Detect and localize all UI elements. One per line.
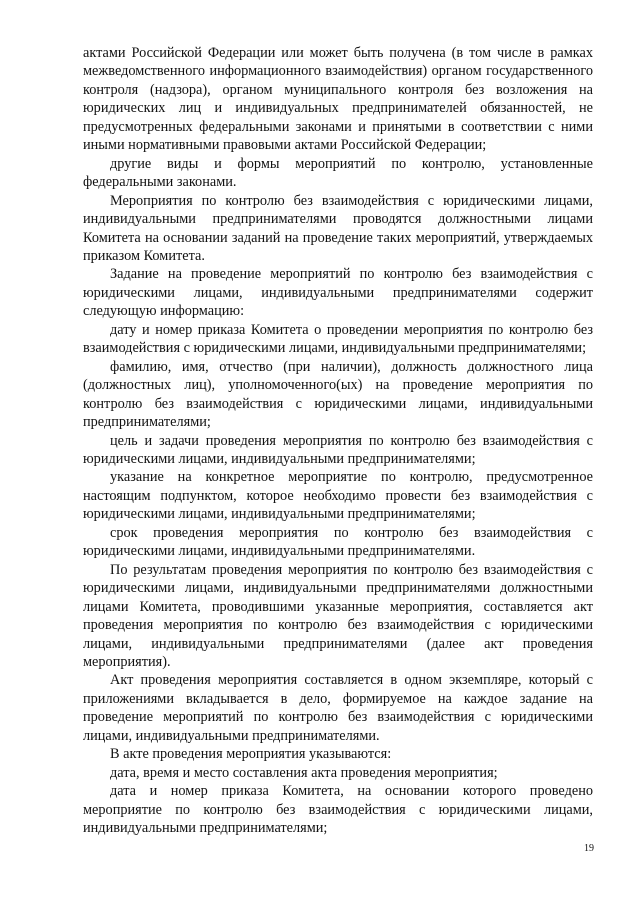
paragraph: дату и номер приказа Комитета о проведении мероприятия по контролю без взаимодействия с юридическими лицами, индивидуальными предпринимателями;	[83, 321, 593, 357]
paragraph: фамилию, имя, отчество (при наличии), должность должностного лица (должностных лиц), уполномоченного(ых) на проведение мероприятия по контролю без взаимодействия с юридическими лицами, индивидуальными предпринимателями;	[83, 358, 593, 431]
paragraph: Акт проведения мероприятия составляется в одном экземпляре, который с приложениями вкладывается в дело, формируемое на каждое задание на проведение мероприятий по контролю без взаимодействия с юридическими лицами, индивидуальными предпринимателями.	[83, 672, 593, 744]
paragraph: По результатам проведения мероприятия по контролю без взаимодействия с юридическими лицами, индивидуальными предпринимателями должностными лицами Комитета, проводившими указанные мероприятия, составляется акт проведения мероприятия по контролю без взаимодействия с юридическими лицами, индивидуальными предпринимателями (далее акт проведения мероприятия).	[83, 561, 593, 670]
body-text	[83, 44, 593, 837]
paragraph: указание на конкретное мероприятие по контролю, предусмотренное настоящим подпунктом, которое необходимо провести без взаимодействия с юридическими лицами, индивидуальными предпринимателями;	[83, 469, 593, 523]
paragraph: дата и номер приказа Комитета, на основании которого проведено мероприятие по контролю без взаимодействия с юридическими лицами, индивидуальными предпринимателями;	[83, 783, 593, 837]
page-number: 19	[584, 843, 594, 854]
paragraph: актами Российской Федерации или может быть получена (в том числе в рамках межведомственного информационного взаимодействия) органом государственного контроля (надзора), органом муниципального контроля без возложения на юридических лиц и индивидуальных предпринимателей обязанностей, не предусмотренных федеральными законами и принятыми в соответствии с ними иными нормативными правовыми актами Российской Федерации;	[83, 45, 593, 154]
paragraph: Мероприятия по контролю без взаимодействия с юридическими лицами, индивидуальными предпринимателями проводятся должностными лицами Комитета на основании заданий на проведение таких мероприятий, утверждаемых приказом Комитета.	[83, 192, 593, 264]
paragraph: Задание на проведение мероприятий по контролю без взаимодействия с юридическими лицами, индивидуальными предпринимателями содержит следующую информацию:	[83, 266, 593, 320]
paragraph: дата, время и место составления акта проведения мероприятия;	[110, 764, 498, 781]
paragraph: В акте проведения мероприятия указываются:	[110, 746, 392, 763]
paragraph: цель и задачи проведения мероприятия по контролю без взаимодействия с юридическими лицами, индивидуальными предпринимателями;	[83, 432, 593, 467]
paragraph: другие виды и формы мероприятий по контролю, установленные федеральными законами.	[83, 155, 593, 191]
paragraph: срок проведения мероприятия по контролю без взаимодействия с юридическими лицами, индивидуальными предпринимателями.	[83, 524, 593, 560]
